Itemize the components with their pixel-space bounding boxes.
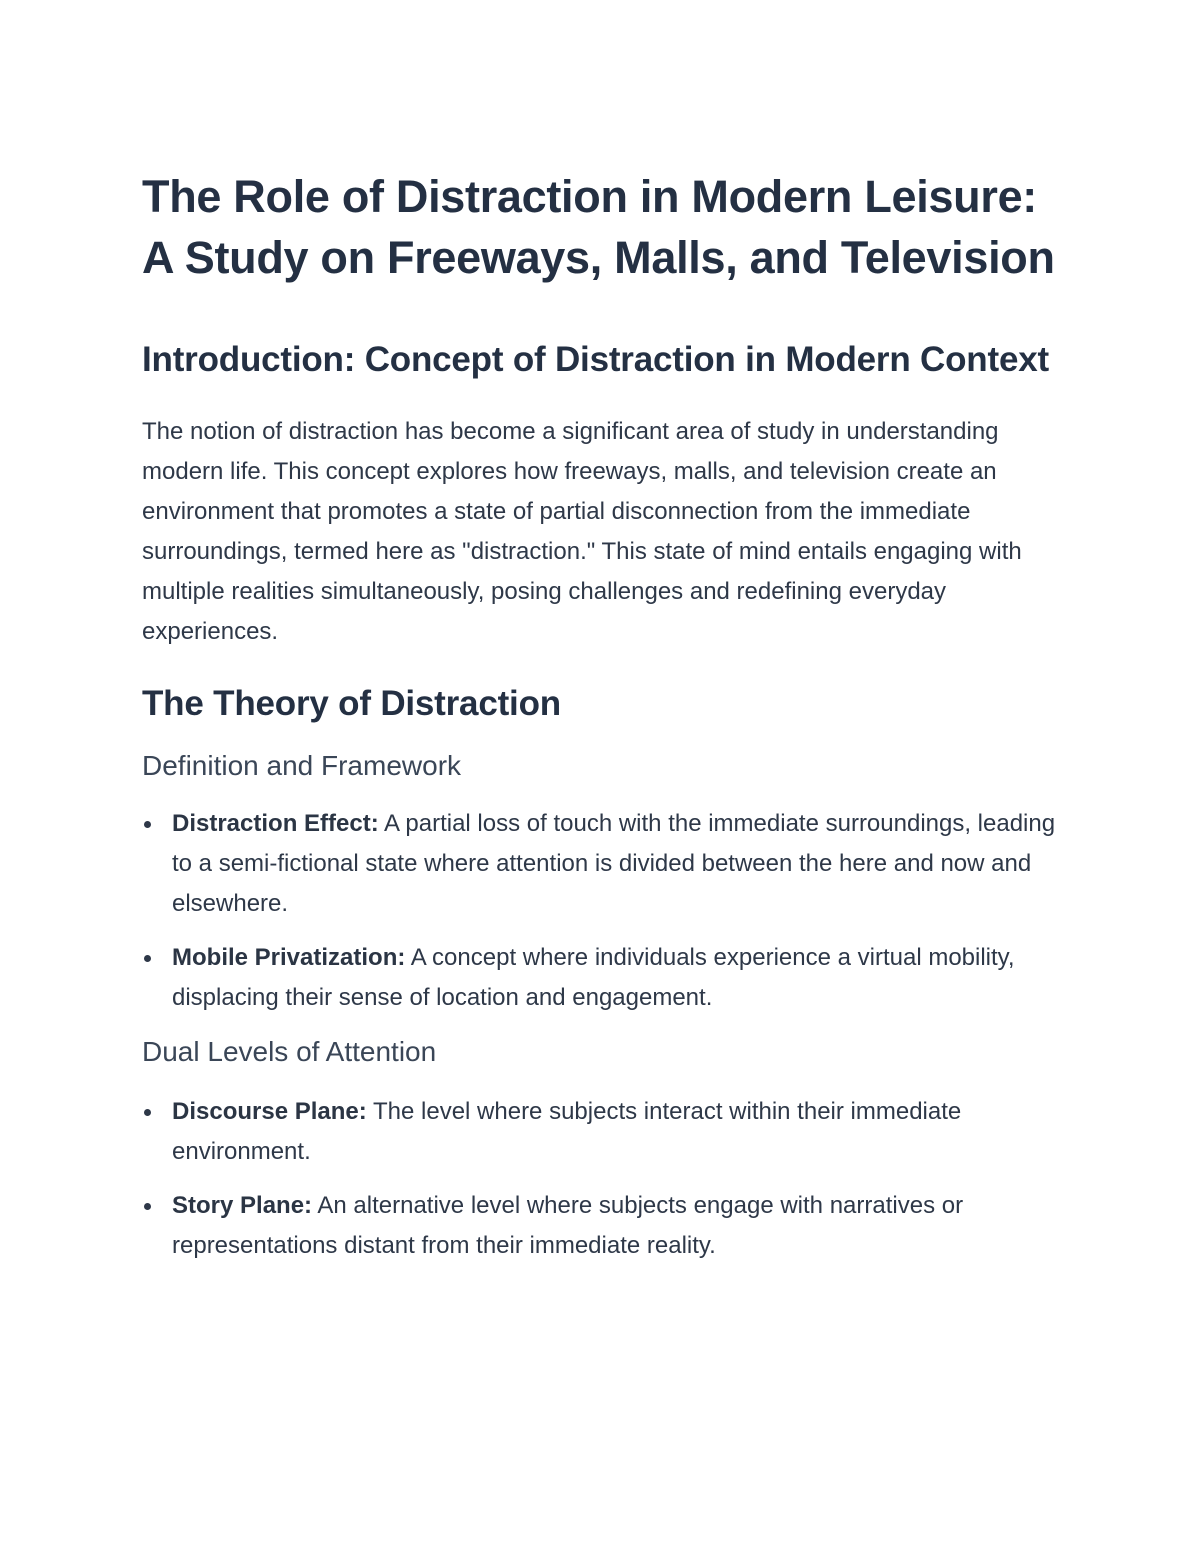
term-description: An alternative level where subjects engage with narratives or representations distant from their immediate reality. <box>172 1192 964 1259</box>
intro-heading: Introduction: Concept of Distraction in Modern Context <box>142 340 1049 379</box>
list-item <box>142 804 1072 924</box>
dual-levels-list <box>142 1092 1072 1266</box>
term-description: A concept where individuals experience a virtual mobility, displacing their sense of location and engagement. <box>172 944 1015 1011</box>
bullet-icon <box>144 1109 151 1116</box>
theory-heading: The Theory of Distraction <box>142 684 561 723</box>
list-item <box>142 1092 1072 1172</box>
term-label: Mobile Privatization: <box>172 944 406 971</box>
definition-subheading: Definition and Framework <box>142 750 462 781</box>
bullet-icon <box>144 955 151 962</box>
term-description: The level where subjects interact within their immediate environment. <box>172 1098 962 1165</box>
intro-paragraph: The notion of distraction has become a significant area of study in understanding modern life. This concept explores how freeways, malls, and television create an environment that promotes a state of partial disconnection from the immediate surroundings, termed here as "distraction." This state of mind entails engaging with multiple realities simultaneously, posing challenges and redefining everyday experiences. <box>142 418 1022 645</box>
bullet-icon <box>144 1203 151 1210</box>
term-label: Story Plane: <box>172 1192 313 1219</box>
bullet-icon <box>144 821 151 828</box>
document-page <box>142 166 1072 1280</box>
list-item <box>142 938 1072 1018</box>
definition-list <box>142 804 1072 1018</box>
term-label: Discourse Plane: <box>172 1098 367 1125</box>
term-label: Distraction Effect: <box>172 810 379 837</box>
dual-levels-subheading: Dual Levels of Attention <box>142 1036 437 1067</box>
list-item <box>142 1186 1072 1266</box>
term-description: A partial loss of touch with the immediate surroundings, leading to a semi-fictional state where attention is divided between the here and now and elsewhere. <box>172 810 1056 917</box>
document-title: The Role of Distraction in Modern Leisure: A Study on Freeways, Malls, and Television <box>142 171 1055 283</box>
